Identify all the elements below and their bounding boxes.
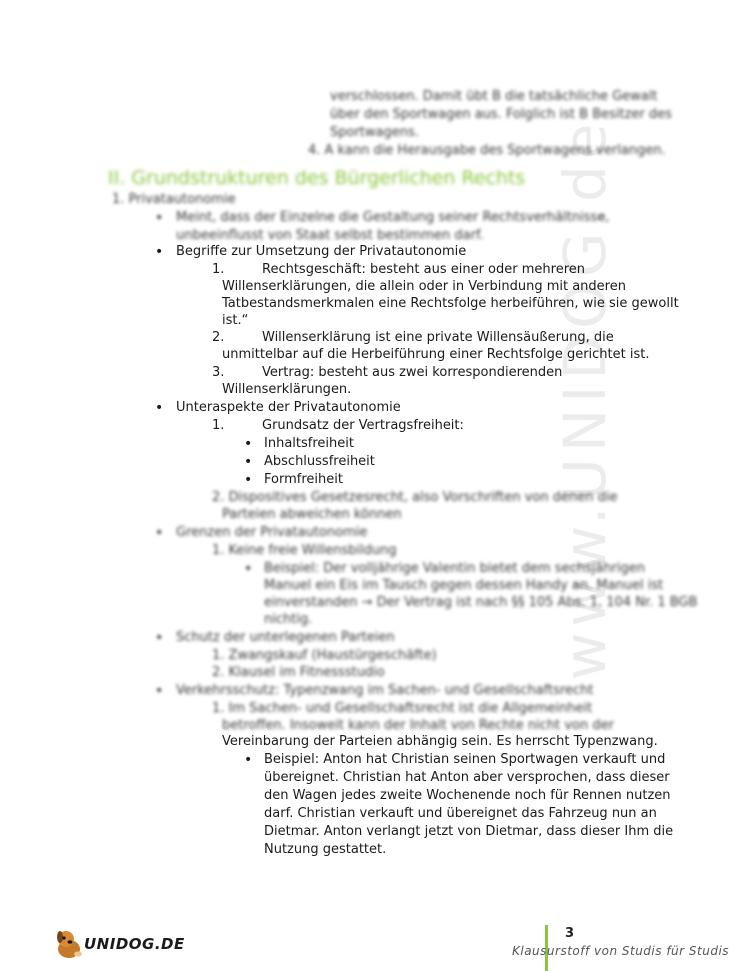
list-item-text: Willenserklärungen. (222, 382, 352, 397)
blurred-line: Parteien abweichen können (222, 507, 402, 522)
logo-text: UNIDOG.DE (84, 935, 185, 953)
bullet-icon: • (155, 683, 164, 699)
list-number: 1. (212, 262, 225, 277)
list-item-text: ist.“ (222, 313, 249, 328)
bullet-icon: • (244, 436, 253, 452)
footer-tagline: Klausurstoff von Studis für Studis (512, 944, 730, 958)
bullet-icon: • (244, 472, 253, 488)
blurred-line: Grenzen der Privatautonomie (176, 525, 368, 540)
list-number: 3. (212, 365, 225, 380)
blurred-line: Sportwagens. (330, 125, 419, 140)
blurred-line: betroffen. Insoweit kann der Inhalt von Rechte nicht von der (222, 718, 614, 733)
blurred-line: 2. Dispositives Gesetzesrecht, also Vorschriften von denen die (212, 490, 618, 505)
watermark: www.UNIDOG.de (551, 117, 619, 680)
list-item-text: Inhaltsfreiheit (264, 436, 354, 451)
blurred-line: über den Sportwagen aus. Folglich ist B Besitzer des (330, 107, 672, 122)
example-line: übereignet. Christian hat Anton aber versprochen, dass dieser (264, 770, 670, 785)
example-line: Nutzung gestattet. (264, 842, 387, 857)
list-item-text: Willenserklärung ist eine private Willensäußerung, die (262, 330, 614, 345)
blurred-line: 1. Zwangskauf (Haustürgeschäfte) (212, 648, 437, 663)
blurred-line: 1. Privatautonomie (112, 192, 236, 207)
example-line: den Wagen jedes zweite Wochenende noch für Rennen nutzen (264, 788, 671, 803)
bullet-icon: • (244, 752, 253, 768)
blurred-line: 4. A kann die Herausgabe des Sportwagens verlangen. (308, 143, 666, 158)
dog-icon (52, 927, 86, 961)
blurred-line: 1. Keine freie Willensbildung (212, 543, 397, 558)
list-heading: Begriffe zur Umsetzung der Privatautonomie (176, 244, 467, 259)
section-heading: II. Grundstrukturen des Bürgerlichen Rechts (108, 167, 526, 189)
bullet-icon: • (244, 561, 253, 577)
blurred-line: nichtig. (264, 612, 313, 627)
blurred-line: Beispiel: Der volljährige Valentin bietet dem sechsjährigen (264, 561, 646, 576)
list-item-text: Grundsatz der Vertragsfreiheit: (262, 418, 464, 433)
example-line: darf. Christian verkauft und übereignet das Fahrzeug nun an (264, 806, 657, 821)
bullet-icon: • (155, 244, 164, 260)
list-heading: Unteraspekte der Privatautonomie (176, 400, 401, 415)
list-item-text: Tatbestandsmerkmalen eine Rechtsfolge herbeiführen, wie sie gewollt (222, 296, 679, 311)
bullet-icon: • (155, 525, 164, 541)
list-item-text: Abschlussfreiheit (264, 454, 375, 469)
blurred-line: 1. Im Sachen- und Gesellschaftsrecht ist die Allgemeinheit (212, 701, 593, 716)
unidog-logo (52, 927, 185, 961)
bullet-icon: • (155, 630, 164, 646)
example-line: Dietmar. Anton verlangt jetzt von Dietmar, dass dieser Ihm die (264, 824, 674, 839)
bullet-icon: • (155, 400, 164, 416)
example-line: Beispiel: Anton hat Christian seinen Sportwagen verkauft und (264, 752, 666, 767)
bullet-icon: • (155, 210, 164, 226)
blurred-line: Verkehrsschutz: Typenzwang im Sachen- und Gesellschaftsrecht (176, 683, 594, 698)
paragraph-line: Vereinbarung der Parteien abhängig sein. Es herrscht Typenzwang. (222, 734, 658, 749)
list-item-text: unmittelbar auf die Herbeiführung einer Rechtsfolge gerichtet ist. (222, 347, 650, 362)
list-number: 2. (212, 330, 225, 345)
page-number: 3 (565, 926, 575, 941)
blurred-line: 2. Klausel im Fitnessstudio (212, 665, 385, 680)
list-item-text: Formfreiheit (264, 472, 343, 487)
list-number: 1. (212, 418, 225, 433)
blurred-line: Meint, dass der Einzelne die Gestaltung seiner Rechtsverhältnisse, (176, 210, 610, 225)
blurred-line: Schutz der unterlegenen Parteien (176, 630, 395, 645)
blurred-line: Manuel ein Eis im Tausch gegen dessen Handy an. Manuel ist (264, 578, 664, 593)
bullet-icon: • (244, 454, 253, 470)
list-item-text: Willenserklärungen, die allein oder in Verbindung mit anderen (222, 279, 626, 294)
blurred-line: unbeeinflusst von Staat selbst bestimmen darf. (176, 228, 484, 243)
blurred-line: verschlossen. Damit übt B die tatsächliche Gewalt (330, 89, 658, 104)
list-item-text: Rechtsgeschäft: besteht aus einer oder mehreren (262, 262, 585, 277)
blurred-line: einverstanden → Der Vertrag ist nach §§ 105 Abs. 1, 104 Nr. 1 BGB (264, 595, 698, 610)
list-item-text: Vertrag: besteht aus zwei korrespondierenden (262, 365, 563, 380)
